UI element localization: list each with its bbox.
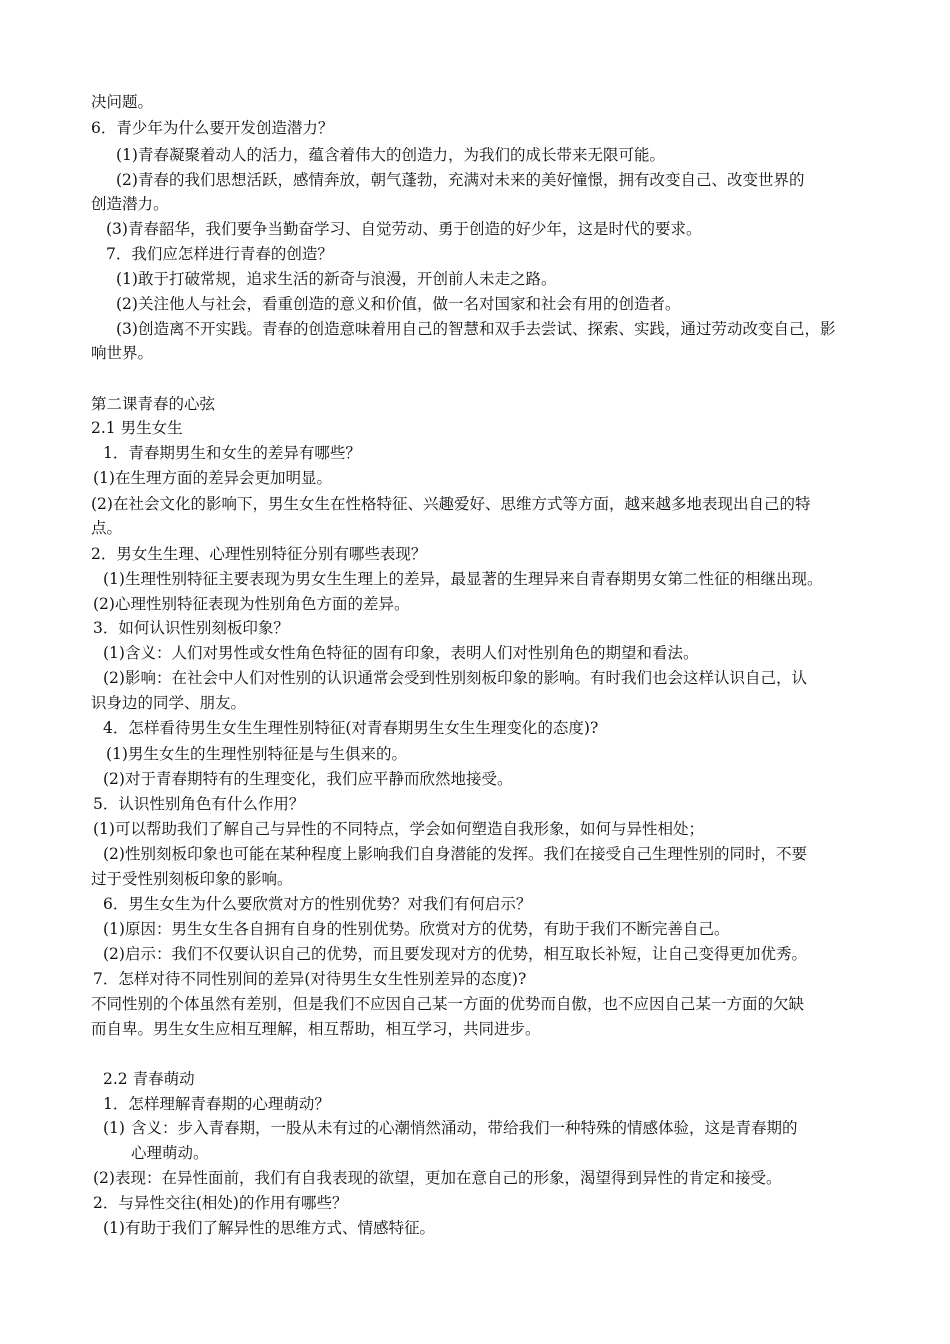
answer-line: (1)有助于我们了解异性的思维方式、情感特征。 [103,1219,435,1237]
answer-line: 不同性别的个体虽然有差别，但是我们不应因自己某一方面的优势而自傲，也不应因自己某一方面的欠缺 [91,995,805,1013]
answer-line: 点。 [91,519,123,537]
answer-line: (1)青春凝聚着动人的活力，蕴含着伟大的创造力，为我们的成长带来无限可能。 [116,146,665,164]
question-heading: 1．青春期男生和女生的差异有哪些？ [103,444,361,462]
answer-line: (1)原因：男生女生各自拥有自身的性别优势。欣赏对方的优势，有助于我们不断完善自己。 [103,920,730,938]
answer-line: 而自卑。男生女生应相互理解，相互帮助，相互学习，共同进步。 [91,1020,541,1038]
answer-line: (3)创造离不开实践。青春的创造意味着用自己的智慧和双手去尝试、探索、实践，通过劳动改变自己，影 [116,320,836,338]
answer-line: (2)性别刻板印象也可能在某种程度上影响我们自身潜能的发挥。我们在接受自己生理性别的同时，不要 [103,845,807,863]
answer-line: 识身边的同学、朋友。 [91,694,247,712]
question-heading: 6．男生女生为什么要欣赏对方的性别优势？对我们有何启示？ [103,895,532,913]
answer-line: (1)生理性别特征主要表现为男女生生理上的差异，最显著的生理异来自青春期男女第二性征的相继出现。 [103,570,823,588]
section-title: 2.2 青春萌动 [103,1070,195,1088]
question-heading: 2．男女生生理、心理性别特征分别有哪些表现？ [91,545,427,563]
answer-line: 含义：步入青春期，一股从未有过的心潮悄然涌动，带给我们一种特殊的情感体验，这是青春期的 [131,1119,798,1137]
question-heading: 2．与异性交往(相处)的作用有哪些？ [93,1194,348,1212]
section-title: 2.1 男生女生 [91,419,183,437]
answer-line: (2)表现：在异性面前，我们有自我表现的欲望，更加在意自己的形象，渴望得到异性的肯定和接受。 [93,1169,782,1187]
lesson-title: 第二课青春的心弦 [91,395,216,413]
answer-line: (2)青春的我们思想活跃，感情奔放，朝气蓬勃，充满对未来的美好憧憬，拥有改变自己、改变世界的 [116,171,805,189]
question-heading: 1．怎样理解青春期的心理萌动？ [103,1095,330,1113]
text-line: 决问题。 [91,93,154,111]
question-heading: 7．怎样对待不同性别间的差异(对待男生女生性别差异的态度)? [93,970,527,988]
question-heading: 5．认识性别角色有什么作用？ [93,795,305,813]
answer-line: (3)青春韶华，我们要争当勤奋学习、自觉劳动、勇于创造的好少年，这是时代的要求。 [106,220,702,238]
answer-line: 创造潜力。 [91,195,169,213]
answer-line: (1)可以帮助我们了解自己与异性的不同特点，学会如何塑造自我形象，如何与异性相处； [93,820,704,838]
answer-line: (2)影响：在社会中人们对性别的认识通常会受到性别刻板印象的影响。有时我们也会这样认识自己，认 [103,669,807,687]
answer-line: (1)敢于打破常规，追求生活的新奇与浪漫，开创前人未走之路。 [116,270,557,288]
answer-line: 心理萌动。 [131,1144,209,1162]
answer-line: 过于受性别刻板印象的影响。 [91,870,293,888]
answer-line: (2)关注他人与社会，看重创造的意义和价值，做一名对国家和社会有用的创造者。 [116,295,681,313]
answer-line: (2)启示：我们不仅要认识自己的优势，而且要发现对方的优势，相互取长补短，让自己变得更加优秀。 [103,945,807,963]
list-marker: (1) [103,1119,125,1137]
answer-line: (2)对于青春期特有的生理变化，我们应平静而欣然地接受。 [103,770,513,788]
question-heading: 4．怎样看待男生女生生理性别特征(对青春期男生女生生理变化的态度)? [103,719,599,737]
question-heading: 7．我们应怎样进行青春的创造？ [106,245,333,263]
question-heading: 3．如何认识性别刻板印象？ [93,619,289,637]
answer-line: (2)心理性别特征表现为性别角色方面的差异。 [93,595,410,613]
answer-line: 响世界。 [91,344,154,362]
answer-line: (2)在社会文化的影响下，男生女生在性格特征、兴趣爱好、思维方式等方面，越来越多地表现出自己的特 [91,495,811,513]
question-heading: 6．青少年为什么要开发创造潜力？ [91,119,334,137]
answer-line: (1)在生理方面的差异会更加明显。 [93,469,332,487]
answer-line: (1)含义：人们对男性或女性角色特征的固有印象，表明人们对性别角色的期望和看法。 [103,644,699,662]
answer-line: (1)男生女生的生理性别特征是与生俱来的。 [106,745,407,763]
